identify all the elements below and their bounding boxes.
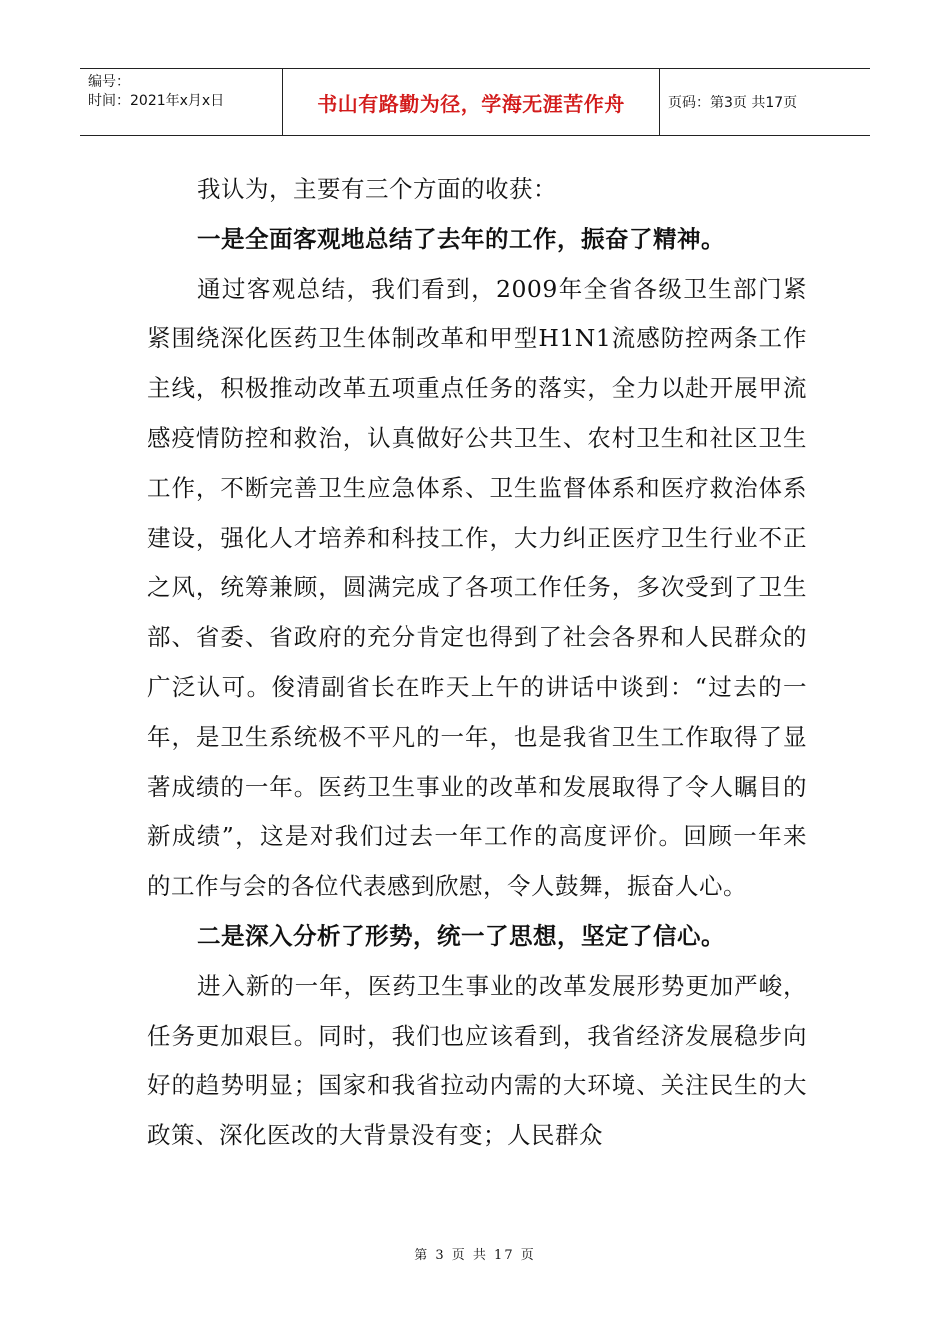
header-table (80, 68, 870, 136)
header-meta-cell (80, 69, 283, 135)
paragraph-summary: 通过客观总结，我们看到，2009年全省各级卫生部门紧紧围绕深化医药卫生体制改革和甲型H1N1流感防控两条工作主线，积极推动改革五项重点任务的落实，全力以赴开展甲流感疫情防控和救治，认真做好公共卫生、农村卫生和社区卫生工作，不断完善卫生应急体系、卫生监督体系和医疗救治体系建设，强化人才培养和科技工作，大力纠正医疗卫生行业不正之风，统筹兼顾，圆满完成了各项工作任务，多次受到了卫生部、省委、省政府的充分肯定也得到了社会各界和人民群众的广泛认可。俊清副省长在昨天上午的讲话中谈到：“过去的一年，是卫生系统极不平凡的一年，也是我省卫生工作取得了显著成绩的一年。医药卫生事业的改革和发展取得了令人瞩目的新成绩”，这是对我们过去一年工作的高度评价。回顾一年来的工作与会的各位代表感到欣慰，令人鼓舞，振奋人心。 (147, 274, 807, 901)
heading-two: 二是深入分析了形势，统一了思想，坚定了信心。 (197, 921, 725, 950)
footer-page-number: 第 3 页 共 17 页 (414, 1248, 536, 1263)
motto-cell (283, 69, 660, 135)
time-label: 时间：2021年x月x日 (88, 93, 225, 109)
paragraph-situation: 进入新的一年，医药卫生事业的改革发展形势更加严峻，任务更加艰巨。同时，我们也应该看到，我省经济发展稳步向好的趋势明显；国家和我省拉动内需的大环境、关注民生的大政策、深化医改的大背景没有变；人民群众 (147, 971, 807, 1150)
page-info-cell (660, 69, 870, 135)
heading-one: 一是全面客观地总结了去年的工作，振奋了精神。 (197, 224, 725, 253)
code-label: 编号： (88, 74, 130, 90)
motto-text: 书山有路勤为径，学海无涯苦作舟 (317, 91, 625, 116)
page-footer (0, 1244, 950, 1263)
paragraph-intro: 我认为，主要有三个方面的收获： (197, 175, 557, 203)
document-body (147, 165, 807, 1161)
page-info-text: 页码：第3页 共17页 (668, 95, 798, 111)
